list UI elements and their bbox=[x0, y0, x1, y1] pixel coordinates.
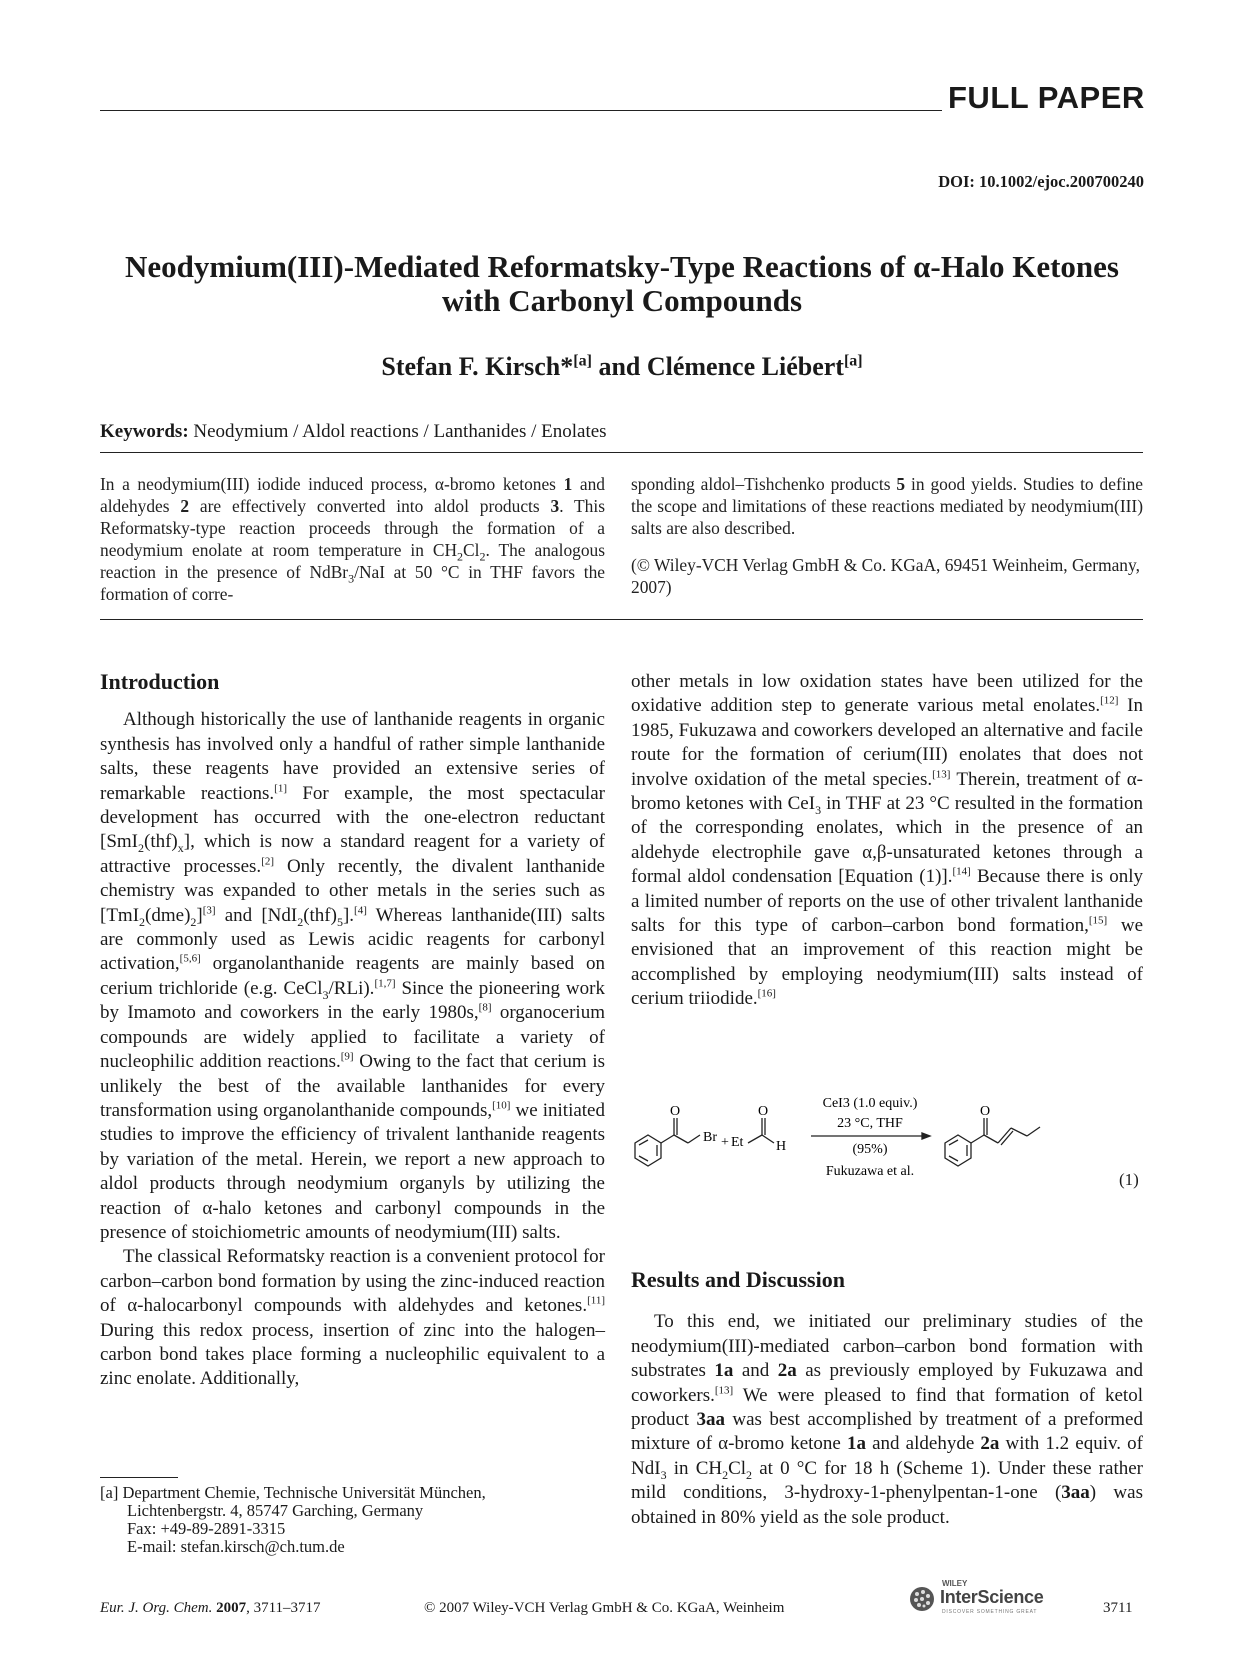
column-left bbox=[100, 670, 605, 1392]
compound-ref: 2a bbox=[777, 1360, 797, 1382]
abstract-left bbox=[100, 473, 605, 605]
body-text: ], which is now a standard reagent for a variety of attractive processes. bbox=[100, 831, 605, 877]
footnote-marker: [a] bbox=[100, 1483, 119, 1502]
body-text: Owing to the fact that cerium is unlikely the best of the available lanthanides for every transformation using organolanthanide compounds, bbox=[100, 1051, 605, 1121]
subscript: 3 bbox=[815, 802, 822, 817]
keywords bbox=[100, 421, 607, 443]
footnote-rule bbox=[100, 1477, 178, 1478]
compound-ref: 2a bbox=[980, 1433, 1000, 1455]
subscript: 2 bbox=[138, 841, 144, 856]
citation-ref: [8] bbox=[478, 1001, 492, 1014]
citation-ref: [10] bbox=[492, 1099, 511, 1112]
logo-tagline: DISCOVER SOMETHING GREAT bbox=[942, 1609, 1038, 1615]
citation-ref: [15] bbox=[1088, 914, 1108, 927]
subscript: 5 bbox=[336, 914, 343, 929]
body-text: ) was obtained in 80% yield as the sole product. bbox=[631, 1482, 1143, 1528]
compound-ref: 3 bbox=[550, 496, 560, 516]
oxygen-label: O bbox=[669, 1104, 681, 1119]
journal-pages: , 3711–3717 bbox=[246, 1600, 321, 1616]
body-text: and aldehyde bbox=[865, 1433, 981, 1455]
citation-ref: [13] bbox=[714, 1384, 734, 1397]
compound-ref: 1a bbox=[714, 1360, 734, 1382]
abstract-text: are effectively converted into aldol products bbox=[189, 496, 551, 516]
body-text: in THF at 23 °C resulted in the formation of the corresponding enolates, which in the presence of an aldehyde electrophile gave α,β-unsaturated ketones through a formal aldol condensation [Equation (1)]. bbox=[631, 793, 1144, 888]
body-text: organolanthanide reagents are mainly based on cerium trichloride (e.g. CeCl bbox=[100, 953, 605, 999]
paper-title bbox=[100, 250, 1144, 318]
interscience-globe-icon bbox=[908, 1585, 936, 1613]
keywords-label: Keywords: bbox=[100, 421, 189, 442]
section-label: FULL PAPER bbox=[948, 80, 1145, 115]
abstract-rule bbox=[100, 619, 1143, 620]
page-number: 3711 bbox=[1103, 1600, 1133, 1616]
footer-copyright: © 2007 Wiley-VCH Verlag GmbH & Co. KGaA, Weinheim bbox=[424, 1600, 785, 1616]
body-text: (thf) bbox=[303, 904, 337, 926]
body-text: and bbox=[733, 1360, 778, 1382]
subscript: 2 bbox=[190, 914, 197, 929]
body-text: Because there is only a limited number of reports on the use of other trivalent lanthanide salts for this type of carbon–carbon bond formation, bbox=[631, 866, 1143, 937]
citation-ref: [12] bbox=[1100, 695, 1119, 708]
journal-year: 2007 bbox=[216, 1600, 247, 1616]
body-text: with 1.2 equiv. of NdI bbox=[631, 1433, 1143, 1479]
citation-ref: [4] bbox=[354, 904, 367, 917]
citation-ref: [11] bbox=[587, 1294, 605, 1307]
body-text: To this end, we initiated our preliminary studies of the neodymium(III)-mediated carbon–carbon bond formation with substrates bbox=[631, 1311, 1143, 1382]
yield-label: (95%) bbox=[852, 1142, 888, 1157]
body-text: During this redox process, insertion of zinc into the halogen–carbon bond takes place forming a nucleophilic equivalent to a zinc enolate. Additionally, bbox=[100, 1319, 605, 1390]
body-text: In 1985, Fukuzawa and coworkers developed an alternative and facile route for the formation of cerium(III) enolates that does not involve oxidation of the metal species. bbox=[631, 695, 1143, 790]
journal-citation bbox=[100, 1600, 321, 1617]
compound-ref: 5 bbox=[896, 474, 906, 494]
abstract-text: and aldehydes bbox=[100, 474, 605, 516]
subscript: 2 bbox=[297, 914, 304, 929]
keywords-rule bbox=[100, 452, 1143, 453]
compound-ref: 2 bbox=[180, 496, 190, 516]
abstract-text: Cl bbox=[463, 540, 480, 560]
body-text: at 0 °C for 18 h (Scheme 1). Under these rather mild conditions, 3-hydroxy-1-phenylpentan-1-one ( bbox=[631, 1457, 1143, 1504]
footnote-line: Department Chemie, Technische Universität München, bbox=[122, 1483, 486, 1502]
intro-paragraph-1 bbox=[100, 708, 605, 1245]
body-text: Although historically the use of lanthanide reagents in organic synthesis has involved only a handful of rather simple lanthanide salts, these reagents have provided an extensive series of remarkable reactions. bbox=[100, 709, 605, 804]
ethyl-label: Et bbox=[731, 1135, 744, 1150]
abstract-text: . This Reformatsky-type reaction proceeds through the formation of a neodymium enolate at room temperature in CH bbox=[100, 496, 605, 560]
subscript: 3 bbox=[322, 987, 329, 1002]
subscript: 2 bbox=[457, 549, 464, 564]
results-section bbox=[631, 1268, 1143, 1530]
equation-1-scheme bbox=[630, 1090, 1090, 1190]
body-text: The classical Reformatsky reaction is a convenient protocol for carbon–carbon bond formation by using the zinc-induced reaction of α-halocarbonyl compounds with aldehydes and ketones. bbox=[100, 1246, 605, 1317]
body-text: (thf) bbox=[144, 831, 178, 853]
citation-ref: [13] bbox=[932, 768, 951, 781]
body-text: and [NdI bbox=[215, 904, 298, 926]
hydrogen-label: H bbox=[776, 1139, 787, 1154]
subscript: 2 bbox=[722, 1467, 729, 1482]
abstract-text: In a neodymium(III) iodide induced process, α-bromo ketones bbox=[100, 474, 564, 494]
body-text: ]. bbox=[342, 904, 355, 926]
interscience-logo bbox=[908, 1579, 1078, 1619]
abstract-text: in good yields. Studies to define the scope and limitations of these reactions mediated by neodymium(III) salts are also described. bbox=[631, 474, 1143, 538]
subscript: x bbox=[177, 841, 184, 856]
doi: DOI: 10.1002/ejoc.200700240 bbox=[938, 172, 1144, 191]
oxygen-label: O bbox=[979, 1104, 991, 1119]
subscript: 2 bbox=[139, 914, 146, 929]
body-text: Only recently, the divalent lanthanide chemistry was expanded to other metals in the series such as [TmI bbox=[100, 855, 605, 926]
body-text: Cl bbox=[728, 1457, 747, 1479]
citation-ref: [2] bbox=[261, 855, 275, 868]
compound-ref: 1a bbox=[846, 1433, 866, 1455]
body-text: we envisioned that an improvement of this reaction might be accomplished by employing neodymium(III) salts instead of cerium triiodide. bbox=[631, 915, 1144, 1010]
reagent-line-1: CeI3 (1.0 equiv.) bbox=[822, 1096, 918, 1111]
subscript: 3 bbox=[348, 571, 355, 586]
logo-wordmark: InterScience bbox=[940, 1587, 1044, 1607]
intro-paragraph-2 bbox=[100, 1245, 605, 1391]
author-and: and bbox=[591, 352, 647, 381]
footnote-line: Lichtenbergstr. 4, 85747 Garching, Germany bbox=[127, 1501, 424, 1520]
citation-ref: [14] bbox=[952, 865, 971, 878]
reagent-line-2: 23 °C, THF bbox=[837, 1116, 903, 1131]
subscript: 3 bbox=[660, 1467, 667, 1482]
body-text: Therein, treatment of α-bromo ketones with CeI bbox=[631, 768, 1143, 815]
results-heading: Results and Discussion bbox=[631, 1267, 845, 1292]
citation-ref: [1] bbox=[274, 782, 287, 795]
intro-paragraph-3 bbox=[631, 670, 1143, 1012]
body-text: organocerium compounds are widely applied to facilitate a variety of nucleophilic addition reactions. bbox=[100, 1002, 605, 1073]
body-text: in CH bbox=[666, 1457, 723, 1479]
body-text: For example, the most spectacular development has occurred with the one-electron reductant [SmI bbox=[100, 782, 605, 853]
body-text: other metals in low oxidation states have been utilized for the oxidative addition step to generate various metal enolates. bbox=[631, 671, 1143, 717]
body-text: Since the pioneering work by Imamoto and coworkers in the early 1980s, bbox=[100, 977, 605, 1024]
author-1-affil: [a] bbox=[573, 352, 592, 370]
title-line-1: Neodymium(III)-Mediated Reformatsky-Type Reactions of α-Halo Ketones bbox=[125, 249, 1119, 284]
citation-ref: [5,6] bbox=[179, 953, 201, 966]
subscript: 2 bbox=[746, 1467, 753, 1482]
body-text: ] bbox=[196, 904, 203, 926]
citation-ref: [3] bbox=[202, 904, 216, 917]
body-text: (dme) bbox=[145, 904, 191, 926]
abstract-text: sponding aldol–Tishchenko products bbox=[631, 474, 897, 494]
author-1: Stefan F. Kirsch* bbox=[381, 352, 574, 381]
title-line-2: with Carbonyl Compounds bbox=[441, 283, 803, 318]
body-text: /RLi). bbox=[328, 977, 375, 999]
header-rule bbox=[100, 110, 942, 111]
footnote-email: E-mail: stefan.kirsch@ch.tum.de bbox=[127, 1537, 345, 1556]
author-2-affil: [a] bbox=[843, 352, 863, 370]
body-text: We were pleased to find that formation of ketol product bbox=[631, 1384, 1143, 1431]
logo-publisher: WILEY bbox=[942, 1579, 968, 1588]
citation-ref: [1,7] bbox=[374, 977, 396, 990]
column-right bbox=[631, 670, 1143, 1012]
authors bbox=[100, 352, 1144, 382]
equation-number: (1) bbox=[1119, 1170, 1139, 1189]
body-text: we initiated studies to improve the efficiency of trivalent lanthanide reagents by variation of the metal. Herein, we report a new approach to aldol products through neodymium organyls by utilizing the reaction of α-halo ketones and carbonyl compounds in the presence of stoichiometric amounts of neodymium(III) salts. bbox=[100, 1099, 605, 1243]
author-2: Clémence Liébert bbox=[646, 352, 844, 381]
plus-sign: + bbox=[721, 1135, 729, 1150]
abstract-text: . The analogous reaction in the presence of NdBr bbox=[100, 540, 605, 582]
journal-name: Eur. J. Org. Chem. bbox=[100, 1600, 213, 1616]
abstract-right bbox=[631, 473, 1143, 598]
body-text: was best accomplished by treatment of a preformed mixture of α-bromo ketone bbox=[631, 1409, 1143, 1455]
compound-ref: 3aa bbox=[1061, 1482, 1090, 1504]
footnote-line: Fax: +49-89-2891-3315 bbox=[127, 1519, 286, 1538]
citation-ref: [9] bbox=[340, 1050, 354, 1063]
citation-ref: [16] bbox=[757, 987, 776, 1000]
affiliation-footnote bbox=[100, 1484, 486, 1556]
keywords-text: Neodymium / Aldol reactions / Lanthanides / Enolates bbox=[193, 421, 607, 442]
intro-heading: Introduction bbox=[100, 669, 220, 694]
subscript: 2 bbox=[479, 549, 486, 564]
bromine-label: Br bbox=[703, 1130, 717, 1145]
compound-ref: 1 bbox=[563, 474, 573, 494]
abstract-text: /NaI at 50 °C in THF favors the formation of corre- bbox=[100, 562, 605, 604]
body-text: as previously employed by Fukuzawa and coworkers. bbox=[631, 1360, 1144, 1406]
results-paragraph-1 bbox=[631, 1310, 1143, 1530]
compound-ref: 3aa bbox=[696, 1409, 725, 1431]
abstract-copyright: (© Wiley-VCH Verlag GmbH & Co. KGaA, 69451 Weinheim, Germany, 2007) bbox=[631, 555, 1140, 597]
oxygen-label: O bbox=[757, 1104, 769, 1119]
body-text: Whereas lanthanide(III) salts are commonly used as Lewis acidic reagents for carbonyl activation, bbox=[100, 904, 605, 975]
credit-label: Fukuzawa et al. bbox=[825, 1164, 915, 1179]
